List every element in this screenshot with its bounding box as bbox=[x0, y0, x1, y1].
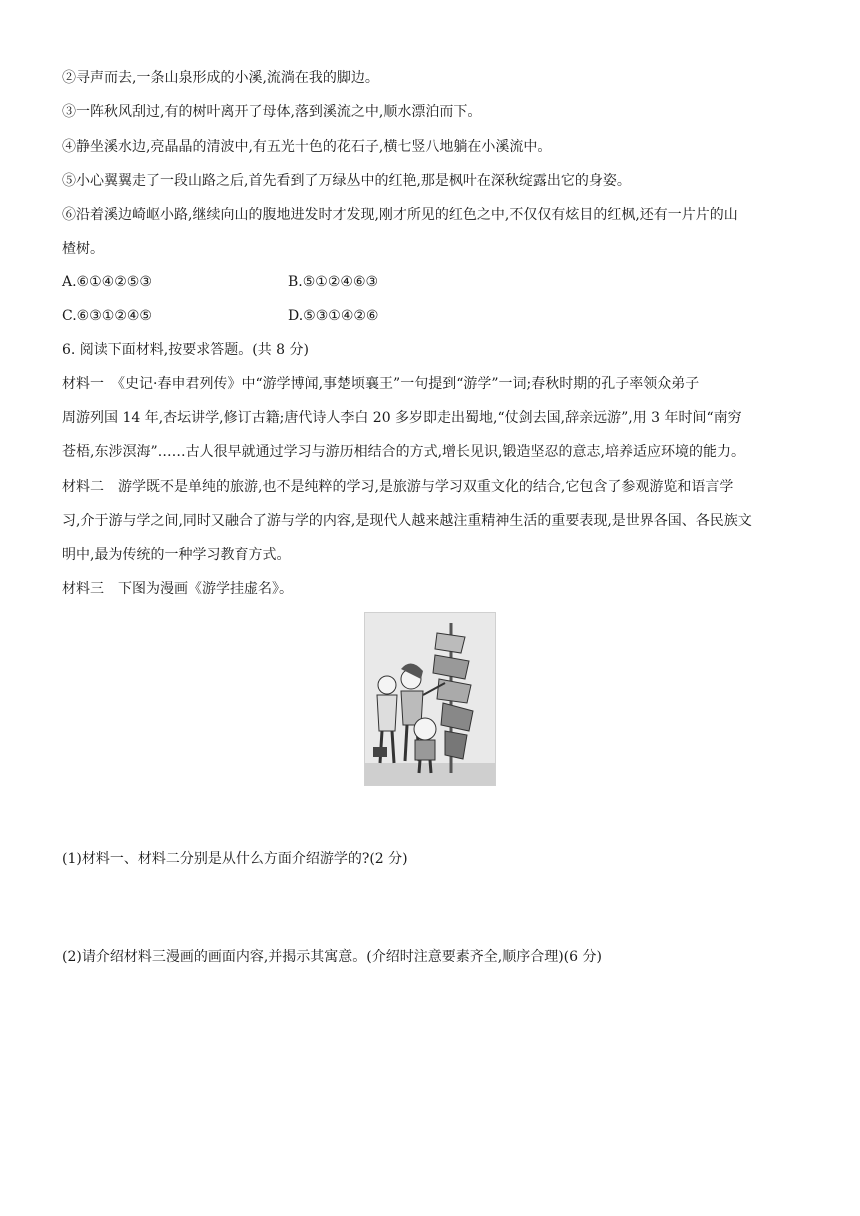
option-a: A.⑥①④②⑤③ bbox=[62, 274, 152, 290]
option-c: C.⑥③①②④⑤ bbox=[62, 308, 152, 324]
material-2-line-3: 明中,最为传统的一种学习教育方式。 bbox=[62, 547, 291, 563]
material-2-line-2: 习,介于游与学之间,同时又融合了游与学的内容,是现代人越来越注重精神生活的重要表现,是世界各国、各民族文 bbox=[62, 513, 752, 529]
sentence-3: ③一阵秋风刮过,有的树叶离开了母体,落到溪流之中,顺水漂泊而下。 bbox=[62, 104, 482, 120]
question-6-title: 6. 阅读下面材料,按要求答题。(共 8 分) bbox=[62, 342, 309, 358]
sentence-6: ⑥沿着溪边崎岖小路,继续向山的腹地进发时才发现,刚才所见的红色之中,不仅仅有炫目的红枫,还有一片片的山 bbox=[62, 207, 738, 223]
material-1-line-3: 苍梧,东涉溟海”……古人很早就通过学习与游历相结合的方式,增长见识,锻造坚忍的意志,培养适应环境的能力。 bbox=[62, 444, 745, 460]
option-b: B.⑤①②④⑥③ bbox=[288, 274, 379, 290]
material-1-line-2: 周游列国 14 年,杏坛讲学,修订古籍;唐代诗人李白 20 多岁即走出蜀地,“仗剑去国,辞亲远游”,用 3 年时间“南穷 bbox=[62, 410, 742, 426]
sentence-6-continued: 楂树。 bbox=[62, 241, 104, 257]
material-3-caption: 材料三 下图为漫画《游学挂虚名》。 bbox=[62, 581, 293, 597]
question-6-sub-1: (1)材料一、材料二分别是从什么方面介绍游学的?(2 分) bbox=[62, 851, 408, 867]
sentence-5: ⑤小心翼翼走了一段山路之后,首先看到了万绿丛中的红艳,那是枫叶在深秋绽露出它的身姿。 bbox=[62, 173, 631, 189]
cartoon-image bbox=[364, 612, 496, 786]
material-1-line-1: 材料一 《史记·春申君列传》中“游学博闻,事楚顷襄王”一句提到“游学”一词;春秋时期的孔子率领众弟子 bbox=[62, 376, 700, 392]
sentence-4: ④静坐溪水边,亮晶晶的清波中,有五光十色的花石子,横七竖八地躺在小溪流中。 bbox=[62, 139, 552, 155]
sentence-2: ②寻声而去,一条山泉形成的小溪,流淌在我的脚边。 bbox=[62, 70, 379, 86]
option-d: D.⑤③①④②⑥ bbox=[288, 308, 379, 324]
question-6-sub-2: (2)请介绍材料三漫画的画面内容,并揭示其寓意。(介绍时注意要素齐全,顺序合理)(6 分) bbox=[62, 949, 602, 965]
material-2-line-1: 材料二 游学既不是单纯的旅游,也不是纯粹的学习,是旅游与学习双重文化的结合,它包含了参观游览和语言学 bbox=[62, 479, 734, 495]
